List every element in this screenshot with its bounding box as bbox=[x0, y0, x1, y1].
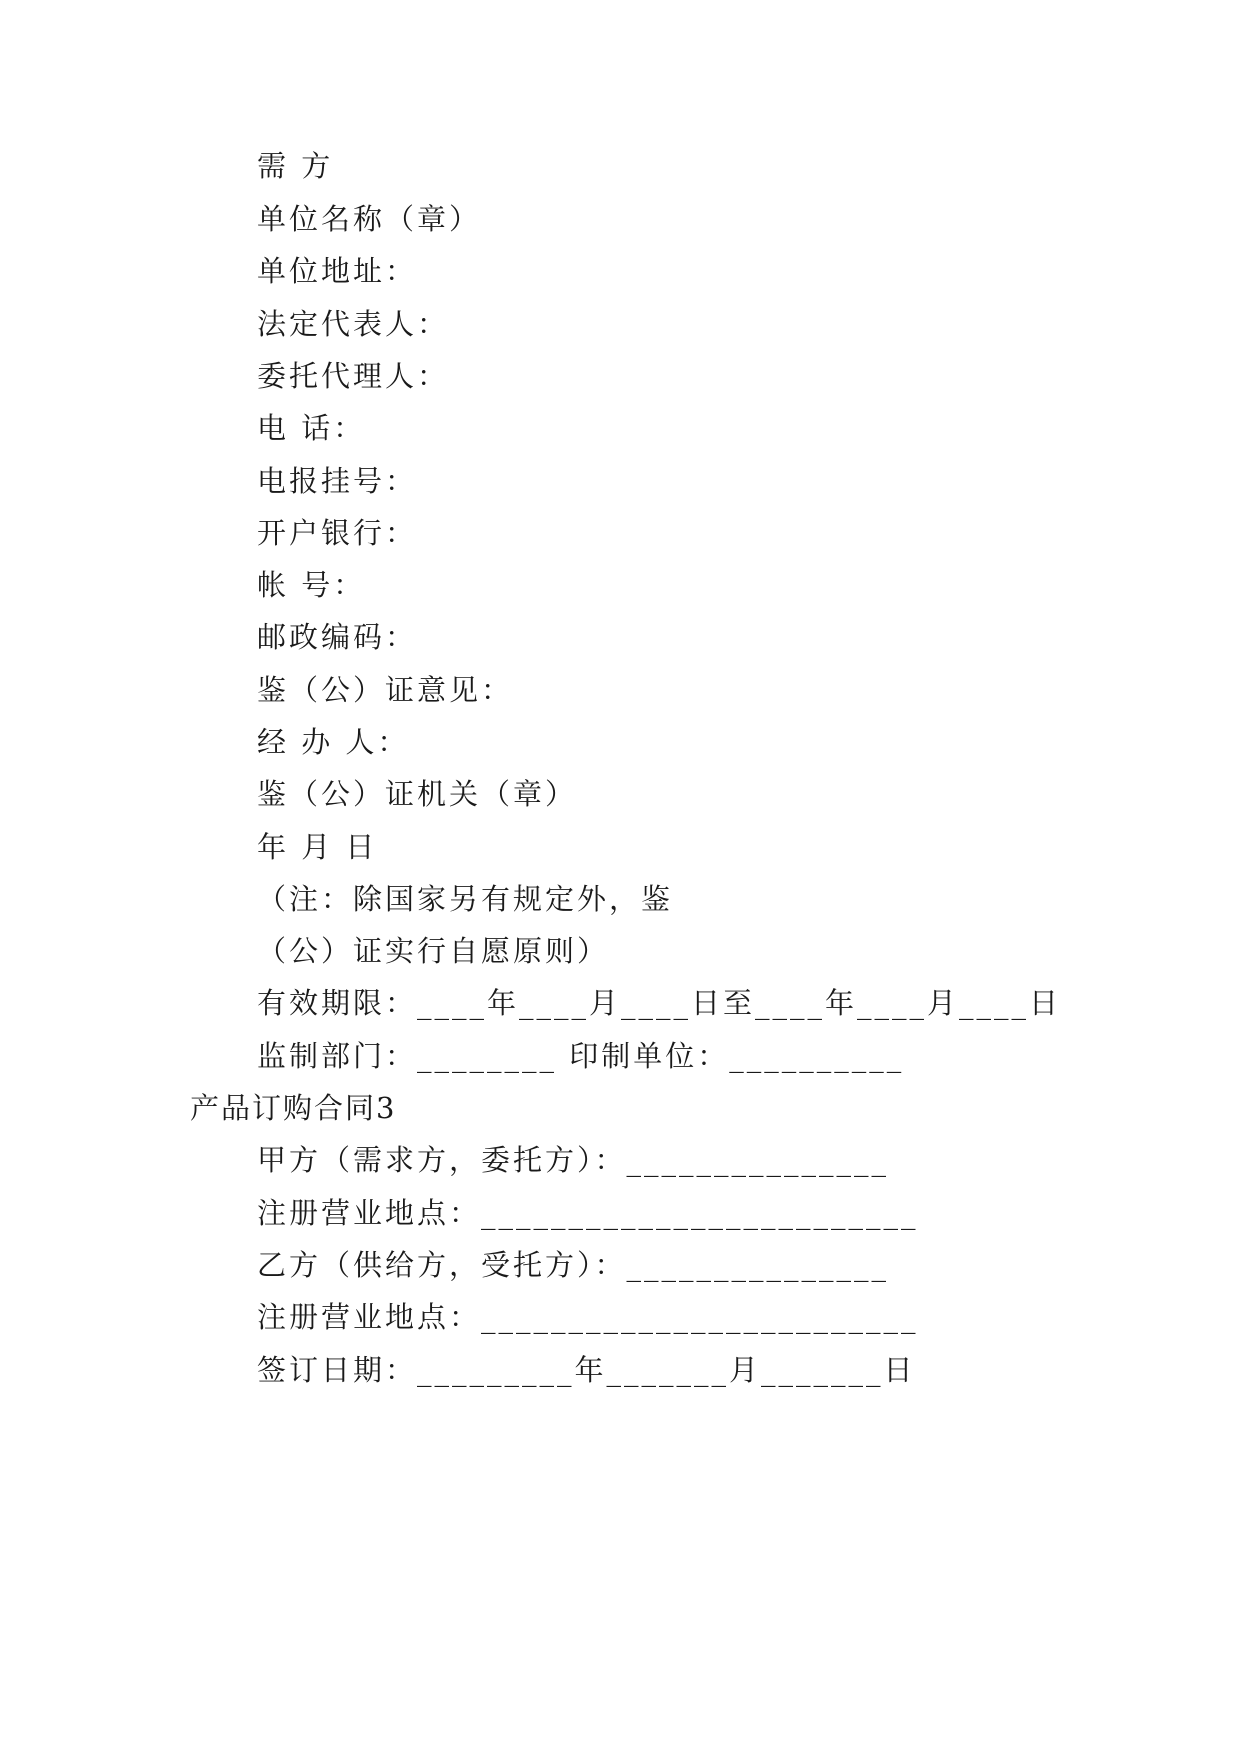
buyer-heading: 需 方 bbox=[257, 149, 334, 183]
note-line-2: （公）证实行自愿原则） bbox=[257, 934, 610, 968]
phone-line: 电 话： bbox=[257, 411, 366, 445]
postal-code-line: 邮政编码： bbox=[257, 620, 418, 654]
date-line: 年 月 日 bbox=[257, 830, 378, 864]
telegraph-line: 电报挂号： bbox=[257, 464, 418, 498]
handler-line: 经 办 人： bbox=[257, 725, 410, 759]
supervision-line: 监制部门：________ 印制单位：__________ bbox=[257, 1039, 905, 1073]
bank-line: 开户银行： bbox=[257, 516, 418, 550]
notary-opinion-line: 鉴（公）证意见： bbox=[257, 673, 514, 707]
authorized-agent-line: 委托代理人： bbox=[257, 359, 450, 393]
unit-name-line: 单位名称（章） bbox=[257, 202, 482, 236]
unit-address-line: 单位地址： bbox=[257, 254, 418, 288]
party-b-line: 乙方（供给方，受托方）：_______________ bbox=[257, 1248, 890, 1282]
contract-title: 产品订购合同3 bbox=[190, 1091, 397, 1125]
party-b-address-line: 注册营业地点：_________________________ bbox=[257, 1300, 919, 1334]
signing-date-line: 签订日期：_________年_______月_______日 bbox=[257, 1353, 916, 1387]
party-a-address-line: 注册营业地点：_________________________ bbox=[257, 1196, 919, 1230]
note-line-1: （注：除国家另有规定外，鉴 bbox=[257, 882, 674, 916]
account-line: 帐 号： bbox=[257, 568, 366, 602]
notary-office-line: 鉴（公）证机关（章） bbox=[257, 777, 578, 811]
validity-period-line: 有效期限：____年____月____日至____年____月____日 bbox=[257, 986, 1062, 1020]
party-a-line: 甲方（需求方，委托方）：_______________ bbox=[257, 1143, 890, 1177]
legal-representative-line: 法定代表人： bbox=[257, 307, 450, 341]
